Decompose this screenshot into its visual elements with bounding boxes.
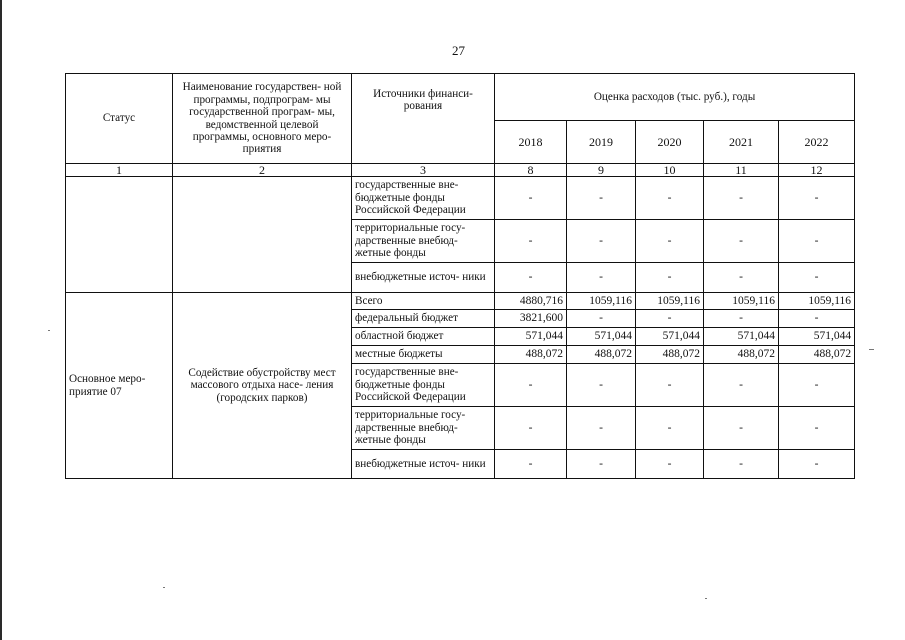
value-cell: -: [567, 450, 636, 479]
header-status: Статус: [66, 74, 173, 164]
header-year: 2020: [636, 121, 704, 164]
value-cell: -: [704, 450, 779, 479]
activity-name: Содействие обустройству мест массового отдыха насе- ления (городских парков): [173, 293, 352, 479]
column-number: 2: [173, 164, 352, 177]
source-cell: Всего: [352, 293, 495, 310]
value-cell: -: [779, 263, 855, 293]
column-number: 9: [567, 164, 636, 177]
name-cell-empty: [173, 177, 352, 293]
value-cell: -: [495, 220, 567, 263]
value-cell: 488,072: [779, 346, 855, 364]
source-cell: местные бюджеты: [352, 346, 495, 364]
value-cell: 488,072: [495, 346, 567, 364]
source-cell: государственные вне- бюджетные фонды Российской Федерации: [352, 177, 495, 220]
value-cell: -: [779, 310, 855, 328]
source-cell: территориальные госу- дарственные внебюд- жетные фонды: [352, 407, 495, 450]
value-cell: -: [567, 263, 636, 293]
value-cell: -: [567, 310, 636, 328]
status-cell-empty: [66, 177, 173, 293]
header-year: 2022: [779, 121, 855, 164]
value-cell: 1059,116: [567, 293, 636, 310]
column-number: 10: [636, 164, 704, 177]
value-cell: -: [779, 220, 855, 263]
header-expense-estimate: Оценка расходов (тыс. руб.), годы: [495, 74, 855, 121]
scan-edge: [0, 0, 2, 640]
value-cell: -: [779, 364, 855, 407]
value-cell: -: [704, 263, 779, 293]
value-cell: -: [567, 364, 636, 407]
value-cell: -: [636, 263, 704, 293]
value-cell: 3821,600: [495, 310, 567, 328]
column-number: 11: [704, 164, 779, 177]
header-funding-sources: Источники финанси- рования: [352, 74, 495, 164]
value-cell: 4880,716: [495, 293, 567, 310]
value-cell: -: [636, 364, 704, 407]
value-cell: 488,072: [704, 346, 779, 364]
column-number: 8: [495, 164, 567, 177]
header-year: 2019: [567, 121, 636, 164]
scan-speck: [163, 587, 165, 588]
source-cell: областной бюджет: [352, 328, 495, 346]
source-cell: государственные вне- бюджетные фонды Российской Федерации: [352, 364, 495, 407]
value-cell: -: [495, 177, 567, 220]
value-cell: -: [704, 407, 779, 450]
value-cell: -: [704, 177, 779, 220]
value-cell: -: [636, 450, 704, 479]
column-number: 1: [66, 164, 173, 177]
value-cell: -: [567, 177, 636, 220]
value-cell: -: [636, 407, 704, 450]
header-year: 2021: [704, 121, 779, 164]
scan-speck: [869, 349, 874, 350]
value-cell: 571,044: [779, 328, 855, 346]
page-number: 27: [452, 43, 465, 58]
value-cell: 1059,116: [636, 293, 704, 310]
column-numbers-row: [66, 164, 855, 177]
value-cell: -: [495, 263, 567, 293]
budget-table: [65, 73, 855, 479]
value-cell: -: [779, 407, 855, 450]
source-cell: внебюджетные источ- ники: [352, 450, 495, 479]
value-cell: -: [636, 220, 704, 263]
value-cell: -: [567, 407, 636, 450]
value-cell: 571,044: [567, 328, 636, 346]
source-cell: территориальные госу- дарственные внебюд- жетные фонды: [352, 220, 495, 263]
table-row: [66, 293, 855, 310]
value-cell: 571,044: [495, 328, 567, 346]
scan-speck: [48, 330, 50, 331]
table-row: [66, 177, 855, 220]
column-number: 3: [352, 164, 495, 177]
value-cell: 1059,116: [779, 293, 855, 310]
value-cell: -: [704, 364, 779, 407]
value-cell: 1059,116: [704, 293, 779, 310]
value-cell: -: [704, 220, 779, 263]
source-cell: внебюджетные источ- ники: [352, 263, 495, 293]
header-program-name: Наименование государствен- ной программы, подпрограм- мы государственной програм- мы, ведомственной целевой программы, основного меро- приятия: [173, 74, 352, 164]
activity-status: Основное меро- приятие 07: [66, 293, 173, 479]
value-cell: 488,072: [567, 346, 636, 364]
header-year: 2018: [495, 121, 567, 164]
value-cell: 571,044: [636, 328, 704, 346]
value-cell: -: [495, 407, 567, 450]
scan-speck: [705, 598, 707, 599]
value-cell: -: [636, 177, 704, 220]
source-cell: федеральный бюджет: [352, 310, 495, 328]
value-cell: -: [779, 450, 855, 479]
value-cell: -: [636, 310, 704, 328]
value-cell: -: [704, 310, 779, 328]
value-cell: -: [567, 220, 636, 263]
value-cell: -: [779, 177, 855, 220]
value-cell: -: [495, 450, 567, 479]
value-cell: 488,072: [636, 346, 704, 364]
column-number: 12: [779, 164, 855, 177]
value-cell: -: [495, 364, 567, 407]
value-cell: 571,044: [704, 328, 779, 346]
